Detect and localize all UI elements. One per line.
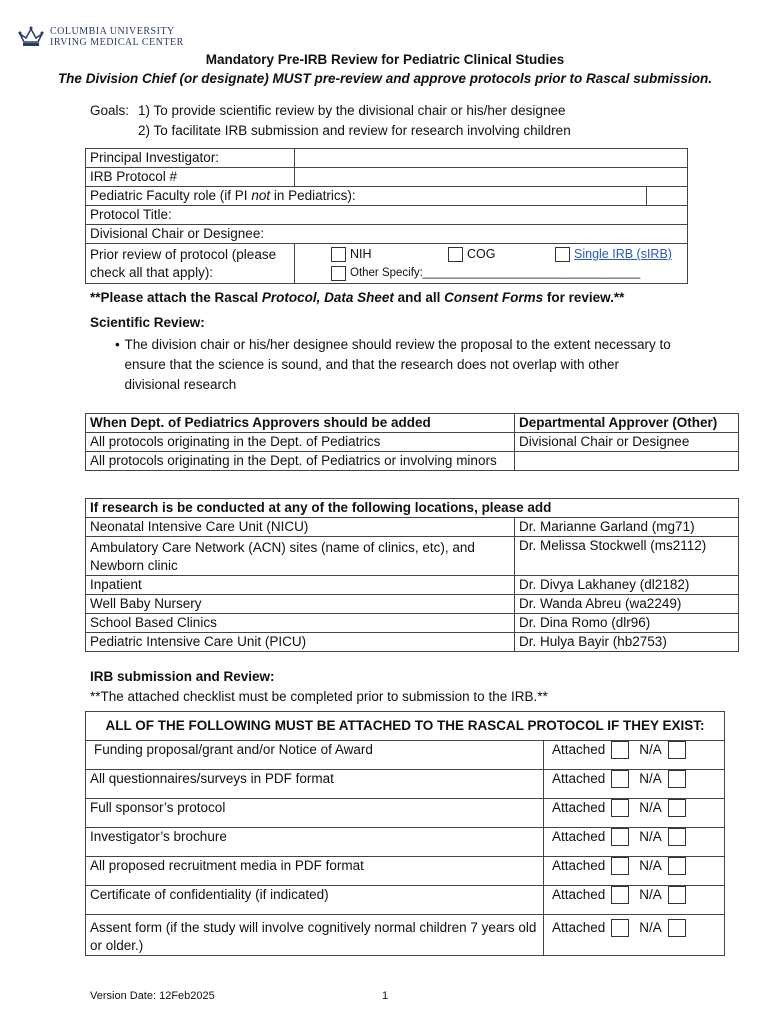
location-row-1-b: Dr. Marianne Garland (mg71) [515,518,739,537]
irb-heading: IRB submission and Review: [90,669,275,684]
approvers-col1-header: When Dept. of Pediatrics Approvers should be added [86,414,515,433]
checklist-table [85,711,725,956]
approvers-row-2-a: All protocols originating in the Dept. of Pediatrics or involving minors [86,452,515,471]
na-checkbox[interactable] [668,828,686,846]
location-row-2-a: Ambulatory Care Network (ACN) sites (name of clinics, etc), and Newborn clinic [86,537,515,576]
location-row-4-b: Dr. Wanda Abreu (wa2249) [515,595,739,614]
info-table [85,148,688,284]
checklist-item-2: All questionnaires/surveys in PDF format [86,770,544,799]
na-checkbox[interactable] [668,886,686,904]
checklist-item-2-options: Attached N/A [544,770,725,799]
approvers-row-1-b: Divisional Chair or Designee [515,433,739,452]
nih-label: NIH [350,247,372,261]
protocol-title-label[interactable]: Protocol Title: [86,206,688,225]
checklist-item-3: Full sponsor’s protocol [86,799,544,828]
scientific-review-heading: Scientific Review: [90,315,205,330]
goals [90,101,571,141]
nih-checkbox[interactable] [331,247,346,262]
locations-heading: If research is be conducted at any of the following locations, please add [86,499,739,518]
irb-protocol-field[interactable] [295,168,688,187]
goals-label: Goals: [90,103,130,118]
location-row-3-a: Inpatient [86,576,515,595]
checklist-item-7-options: Attached N/A [544,915,725,956]
location-row-5-b: Dr. Dina Romo (dlr96) [515,614,739,633]
faculty-role-field[interactable] [647,187,688,206]
logo-line-1: COLUMBIA UNIVERSITY [50,26,175,37]
checklist-item-7: Assent form (if the study will involve cognitively normal children 7 years old or older.) [86,915,544,956]
prior-review-options [295,244,688,284]
cog-label: COG [467,247,496,261]
checklist-item-1: Funding proposal/grant and/or Notice of Award [86,741,544,770]
attached-checkbox[interactable] [611,741,629,759]
page-number: 1 [382,990,389,1002]
location-row-6-a: Pediatric Intensive Care Unit (PICU) [86,633,515,652]
location-row-6-b: Dr. Hulya Bayir (hb2753) [515,633,739,652]
attached-checkbox[interactable] [611,919,629,937]
chair-label[interactable]: Divisional Chair or Designee: [86,225,688,244]
locations-table [85,498,739,652]
approvers-row-1-a: All protocols originating in the Dept. of Pediatrics [86,433,515,452]
na-checkbox[interactable] [668,799,686,817]
location-row-5-a: School Based Clinics [86,614,515,633]
prior-review-label: Prior review of protocol (please check all that apply): [86,244,295,284]
version-date: Version Date: 12Feb2025 [90,990,215,1002]
faculty-role-label: Pediatric Faculty role (if PI not in Pediatrics): [86,187,647,206]
checklist-item-1-options: Attached N/A [544,741,725,770]
page-title: Mandatory Pre-IRB Review for Pediatric Clinical Studies [205,52,565,67]
checklist-item-4-options: Attached N/A [544,828,725,857]
attached-checkbox[interactable] [611,770,629,788]
location-row-4-a: Well Baby Nursery [86,595,515,614]
na-checkbox[interactable] [668,770,686,788]
attached-checkbox[interactable] [611,857,629,875]
checklist-item-5: All proposed recruitment media in PDF format [86,857,544,886]
attach-note: **Please attach the Rascal Protocol, Data Sheet and all Consent Forms for review.** [90,290,625,305]
location-row-1-a: Neonatal Intensive Care Unit (NICU) [86,518,515,537]
attached-checkbox[interactable] [611,886,629,904]
attached-checkbox[interactable] [611,828,629,846]
checklist-heading: ALL OF THE FOLLOWING MUST BE ATTACHED TO THE RASCAL PROTOCOL IF THEY EXIST: [86,712,725,741]
pi-label: Principal Investigator: [86,149,295,168]
crown-icon [18,26,44,48]
goal-item-2: 2) To facilitate IRB submission and review for research involving children [138,123,571,138]
approvers-col2-header: Departmental Approver (Other) [515,414,739,433]
bullet-icon: • [115,337,120,352]
cog-checkbox[interactable] [448,247,463,262]
irb-protocol-label: IRB Protocol # [86,168,295,187]
logo [18,26,184,48]
sirb-link[interactable]: Single IRB (sIRB) [574,247,672,261]
checklist-item-3-options: Attached N/A [544,799,725,828]
goal-item-1: 1) To provide scientific review by the divisional chair or his/her designee [138,103,566,118]
location-row-2-b: Dr. Melissa Stockwell (ms2112) [515,537,739,576]
page-subtitle: The Division Chief (or designate) MUST pre-review and approve protocols prior to Rascal submission. [57,71,713,86]
na-checkbox[interactable] [668,741,686,759]
checklist-item-4: Investigator’s brochure [86,828,544,857]
scientific-review-bullet: • The division chair or his/her designee should review the proposal to the extent necessary to ensure that the science is sound, and that the research does not overlap with other divisional research [115,335,675,395]
irb-note: **The attached checklist must be completed prior to submission to the IRB.** [90,689,548,704]
checklist-item-6: Certificate of confidentiality (if indicated) [86,886,544,915]
na-checkbox[interactable] [668,857,686,875]
logo-line-2: IRVING MEDICAL CENTER [50,37,184,48]
approvers-row-2-b [515,452,739,471]
pi-field[interactable] [295,149,688,168]
checklist-item-6-options: Attached N/A [544,886,725,915]
checklist-item-5-options: Attached N/A [544,857,725,886]
attached-checkbox[interactable] [611,799,629,817]
location-row-3-b: Dr. Divya Lakhaney (dl2182) [515,576,739,595]
other-checkbox[interactable] [331,266,346,281]
sirb-checkbox[interactable] [555,247,570,262]
na-checkbox[interactable] [668,919,686,937]
other-specify[interactable]: Other Specify:__________________________________ [350,267,641,279]
approvers-table [85,413,739,471]
